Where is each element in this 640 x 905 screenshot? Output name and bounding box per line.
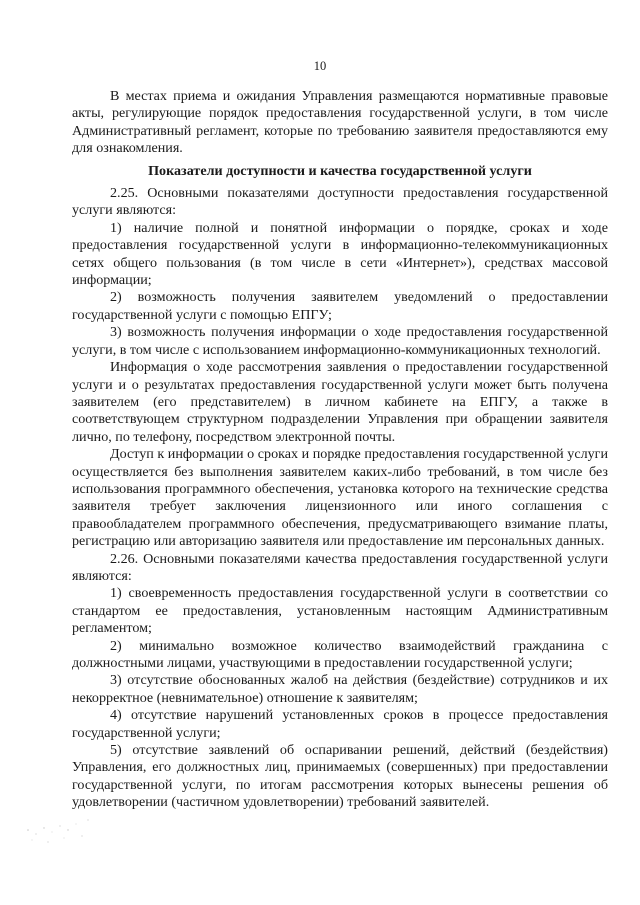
page-number: 10 <box>313 59 327 73</box>
paragraph-2-26-item-1: 1) своевременность предоставления государственной услуги в соответствии со стандартом ее предоставления, установленным настоящим Административным регламентом; <box>72 585 608 637</box>
paragraph-2-26-item-3: 3) отсутствие обоснованных жалоб на действия (бездействие) сотрудников и их некорректное (невнимательное) отношение к заявителям; <box>72 672 608 706</box>
intro-paragraph: В местах приема и ожидания Управления размещаются нормативные правовые акты, регулирующие порядок предоставления государственной услуги, в том числе Административный регламент, которые по требованию заявителя предоставляются ему для ознакомления. <box>72 88 608 157</box>
paragraph-2-26-item-2: 2) минимально возможное количество взаимодействий гражданина с должностными лицами, участвующими в предоставлении государственной услуги; <box>72 637 608 671</box>
section-heading: Показатели доступности и качества государственной услуги <box>148 162 532 179</box>
paragraph-progress-info: Информация о ходе рассмотрения заявления о предоставлении государственной услуги и о результатах предоставления государственной услуги может быть получена заявителем (его представителем) в личном кабинете на ЕПГУ, а также в соответствующем структурном подразделении Управления при обращении заявителя лично, по телефону, посредством электронной почты. <box>72 359 608 445</box>
paragraph-2-25-item-2: 2) возможность получения заявителем уведомлений о предоставлении государственной услуги с помощью ЕПГУ; <box>72 289 608 323</box>
paragraph-2-26-item-5: 5) отсутствие заявлений об оспаривании решений, действий (бездействия) Управления, его должностных лиц, принимаемых (совершенных) при предоставлении государственной услуги, по итогам рассмотрения которых вынесены решения об удовлетворении (частичном удовлетворении) требований заявителей. <box>72 742 608 811</box>
paragraph-2-26: 2.26. Основными показателями качества предоставления государственной услуги являются: <box>72 550 608 584</box>
paragraph-2-25-item-3: 3) возможность получения информации о ходе предоставления государственной услуги, в том числе с использованием информационно-коммуникационных технологий. <box>72 324 608 358</box>
paragraph-2-25-item-1: 1) наличие полной и понятной информации о порядке, сроках и ходе предоставления государственной услуги в информационно-телекоммуникационных сетях общего пользования (в том числе в сети «Интернет»), средствах массовой информации; <box>72 219 608 289</box>
document-body <box>72 88 608 812</box>
paragraph-access-info: Доступ к информации о сроках и порядке предоставления государственной услуги осуществляется без выполнения заявителем каких-либо требований, в том числе без использования программного обеспечения, установка которого на технические средства заявителя требует заключения лицензионного или иного соглашения с правообладателем программного обеспечения, предусматривающего взимание платы, регистрацию или авторизацию заявителя или предоставление им персональных данных. <box>72 446 608 550</box>
paragraph-2-25: 2.25. Основными показателями доступности предоставления государственной услуги являются: <box>72 185 608 219</box>
paragraph-2-26-item-4: 4) отсутствие нарушений установленных сроков в процессе предоставления государственной услуги; <box>72 707 608 741</box>
scan-artifact <box>22 790 102 850</box>
